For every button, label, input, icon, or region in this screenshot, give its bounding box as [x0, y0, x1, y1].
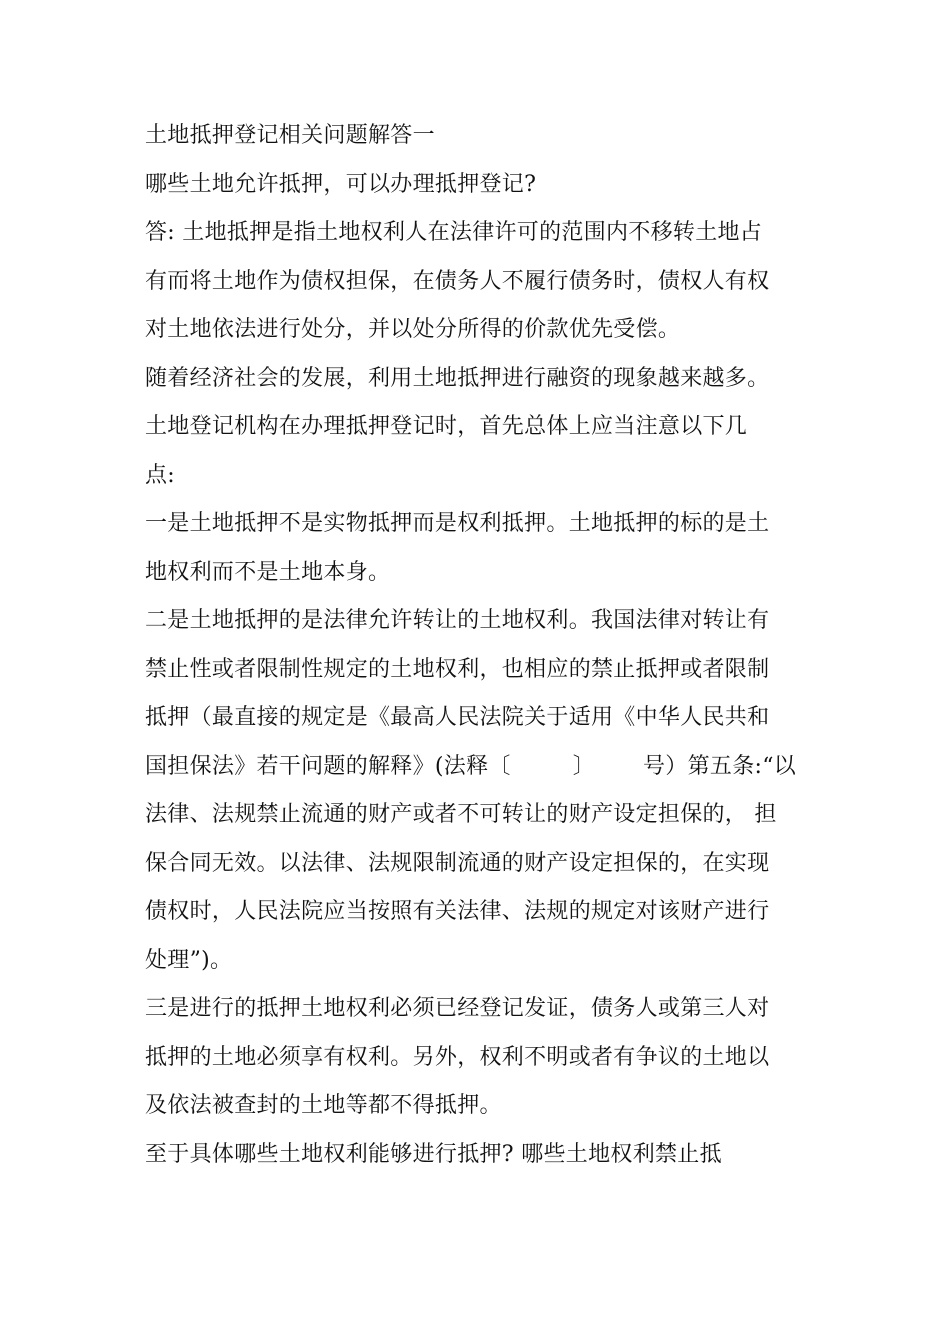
point-two-line: 抵押（最直接的规定是《最高人民法院关于适用《中华人民共和	[145, 705, 770, 730]
answer-line: 有而将土地作为债权担保，在债务人不履行债务时，债权人有权	[145, 268, 770, 294]
citation-before: 国担保法》若干问题的解释》(法释〔	[145, 753, 511, 779]
citation-middle: 〕	[572, 753, 595, 779]
point-two-line: 处理”)。	[145, 947, 233, 973]
citation-line	[145, 743, 810, 792]
point-two-line: 法律、法规禁止流通的财产或者不可转让的财产设定担保的， 担	[145, 802, 777, 827]
point-one-line: 地权利而不是土地本身。	[145, 559, 391, 585]
point-two-line: 禁止性或者限制性规定的土地权利，也相应的禁止抵押或者限制	[145, 656, 770, 682]
point-two-line: 债权时，人民法院应当按照有关法律、法规的规定对该财产进行	[145, 899, 770, 924]
point-three-line: 及依法被查封的土地等都不得抵押。	[145, 1093, 502, 1118]
intro-line: 点:	[145, 462, 176, 488]
intro-line: 土地登记机构在办理抵押登记时，首先总体上应当注意以下几	[145, 414, 748, 439]
answer-line: 对土地依法进行处分，并以处分所得的价款优先受偿。	[145, 317, 681, 342]
point-two-line: 保合同无效。以法律、法规限制流通的财产设定担保的，在实现	[145, 850, 770, 876]
point-three-line: 抵押的土地必须享有权利。另外，权利不明或者有争议的土地以	[145, 1044, 770, 1070]
intro-line: 随着经济社会的发展，利用土地抵押进行融资的现象越来越多。	[145, 365, 770, 391]
answer-line: 答: 土地抵押是指土地权利人在法律许可的范围内不移转土地占	[145, 220, 763, 245]
document-body	[145, 112, 810, 1179]
point-two-line: 二是土地抵押的是法律允许转让的土地权利。我国法律对转让有	[145, 608, 770, 633]
point-one-line: 一是土地抵押不是实物抵押而是权利抵押。土地抵押的标的是土	[145, 511, 770, 536]
document-title: 土地抵押登记相关问题解答一	[145, 123, 435, 148]
closing-line: 至于具体哪些土地权利能够进行抵押? 哪些土地权利禁止抵	[145, 1141, 722, 1167]
point-three-line: 三是进行的抵押土地权利必须已经登记发证，债务人或第三人对	[145, 996, 770, 1021]
question-heading: 哪些土地允许抵押，可以办理抵押登记?	[145, 171, 537, 197]
citation-after: 号）第五条:“以	[643, 753, 797, 779]
